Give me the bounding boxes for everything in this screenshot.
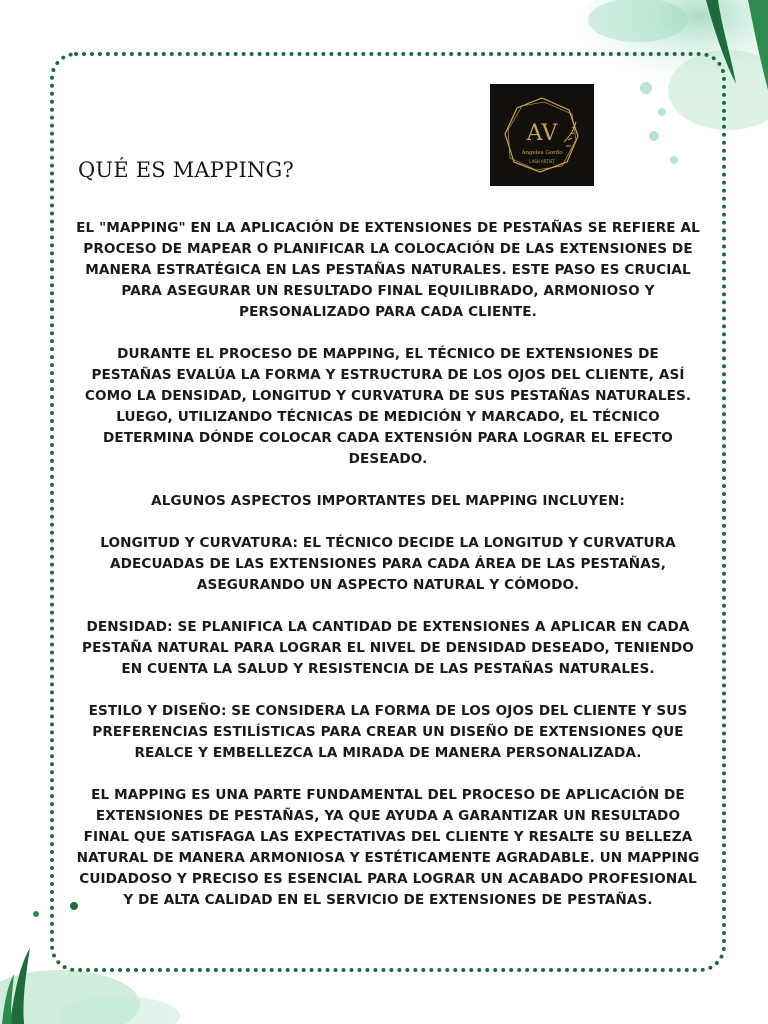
paragraph-length-curl: LONGITUD Y CURVATURA: EL TÉCNICO DECIDE LA LONGITUD Y CURVATURA ADECUADAS DE LAS EXTENSIONES PARA CADA ÁREA DE LAS PESTAÑAS, ASEGURANDO UN ASPECTO NATURAL Y CÓMODO. [100,535,676,593]
paragraph-density: DENSIDAD: SE PLANIFICA LA CANTIDAD DE EXTENSIONES A APLICAR EN CADA PESTAÑA NATURAL PARA LOGRAR EL NIVEL DE DENSIDAD DESEADO, TENIENDO EN CUENTA LA SALUD Y RESISTENCIA DE LAS PESTAÑAS NATURALES. [82,619,694,677]
logo-name: Angeles Gordo [521,150,563,156]
article-body [76,218,700,932]
paragraph-intro: EL "MAPPING" EN LA APLICACIÓN DE EXTENSIONES DE PESTAÑAS SE REFIERE AL PROCESO DE MAPEAR O PLANIFICAR LA COLOCACIÓN DE LAS EXTENSIONES DE MANERA ESTRATÉGICA EN LAS PESTAÑAS NATURALES. ESTE PASO ES CRUCIAL PARA ASEGURAR UN RESULTADO FINAL EQUILIBRADO, ARMONIOSO Y PERSONALIZADO PARA CADA CLIENTE. [76,220,700,320]
paragraph-style-design: ESTILO Y DISEÑO: SE CONSIDERA LA FORMA DE LOS OJOS DEL CLIENTE Y SUS PREFERENCIAS ESTILÍSTICAS PARA CREAR UN DISEÑO DE EXTENSIONES QUE REALCE Y EMBELLEZCA LA MIRADA DE MANERA PERSONALIZADA. [88,703,688,761]
paragraph-conclusion: EL MAPPING ES UNA PARTE FUNDAMENTAL DEL PROCESO DE APLICACIÓN DE EXTENSIONES DE PESTAÑAS, YA QUE AYUDA A GARANTIZAR UN RESULTADO FINAL QUE SATISFAGA LAS EXPECTATIVAS DEL CLIENTE Y RESALTE SU BELLEZA NATURAL DE MANERA ARMONIOSA Y ESTÉTICAMENTE AGRADABLE. UN MAPPING CUIDADOSO Y PRECISO ES ESENCIAL PARA LOGRAR UN ACABADO PROFESIONAL Y DE ALTA CALIDAD EN EL SERVICIO DE EXTENSIONES DE PESTAÑAS. [76,787,700,908]
logo-monogram: AV [526,121,558,146]
paragraph-aspects-heading: ALGUNOS ASPECTOS IMPORTANTES DEL MAPPING INCLUYEN: [151,493,625,509]
page-title: QUÉ ES MAPPING? [78,158,294,182]
logo-tagline: LASH ARTIST [529,159,555,164]
brand-logo [490,84,594,186]
paragraph-process: DURANTE EL PROCESO DE MAPPING, EL TÉCNICO DE EXTENSIONES DE PESTAÑAS EVALÚA LA FORMA Y ESTRUCTURA DE LOS OJOS DEL CLIENTE, ASÍ COMO LA DENSIDAD, LONGITUD Y CURVATURA DE SUS PESTAÑAS NATURALES. LUEGO, UTILIZANDO TÉCNICAS DE MEDICIÓN Y MARCADO, EL TÉCNICO DETERMINA DÓNDE COLOCAR CADA EXTENSIÓN PARA LOGRAR EL EFECTO DESEADO. [84,346,692,467]
